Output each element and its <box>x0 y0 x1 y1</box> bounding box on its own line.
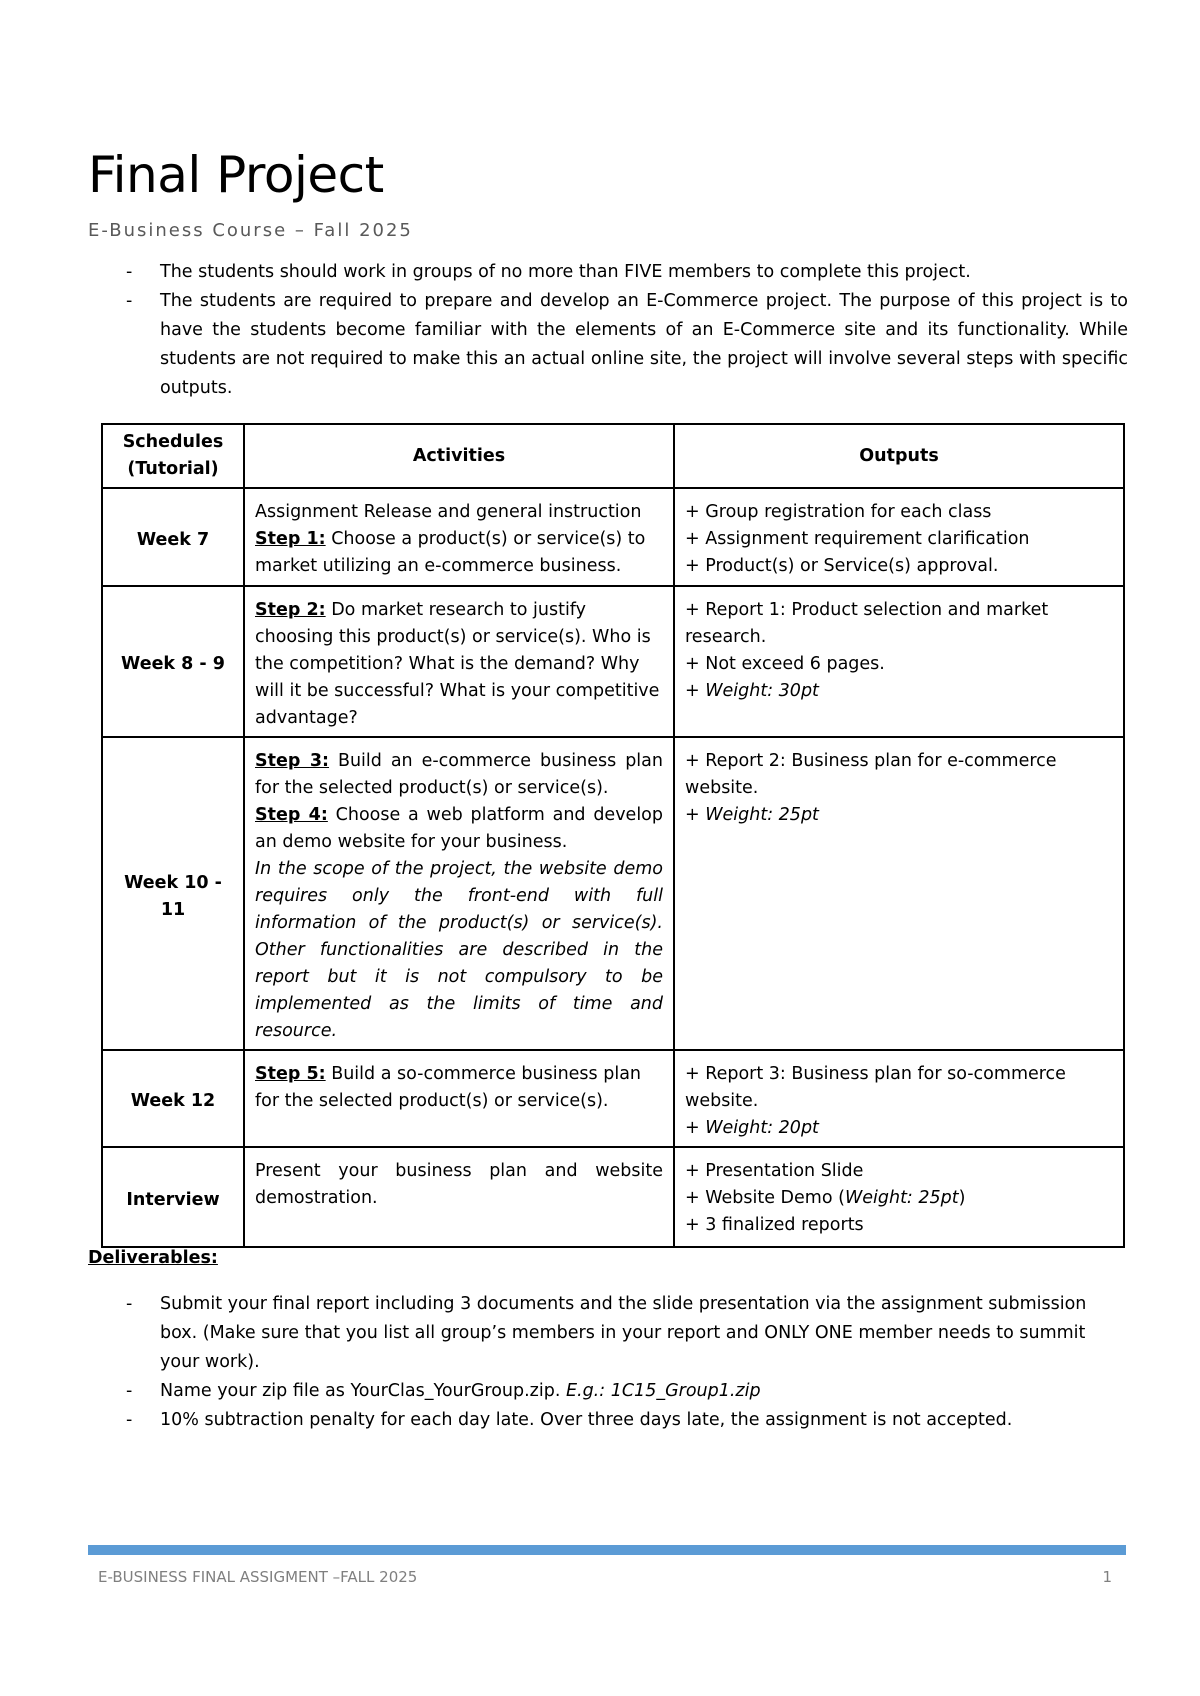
step-text: Build an e-commerce business plan for the selected product(s) or service(s). <box>255 751 663 798</box>
step-label: Step 1: <box>255 529 326 549</box>
deliverable-text: Name your zip file as YourClas_YourGroup.zip. <box>160 1381 566 1401</box>
step-text: Choose a product(s) or service(s) to market utilizing an e-commerce business. <box>255 529 646 576</box>
step-label: Step 5: <box>255 1064 326 1084</box>
output-item: + Report 1: Product selection and market research. <box>685 600 1049 647</box>
scope-note: In the scope of the project, the website demo requires only the front-end with full information of the product(s) or service(s). Other functionalities are described in the report but it is not compulsory to be implemented as the limits of time and resource. <box>255 859 663 1041</box>
deliverable-item: - 10% subtraction penalty for each day late. Over three days late, the assignment is not accepted. <box>88 1406 1128 1435</box>
output-item: + Group registration for each class <box>685 502 992 522</box>
header-activities: Activities <box>244 424 674 488</box>
output-cell <box>674 1050 1124 1147</box>
table-row <box>102 1050 1124 1147</box>
footer-text: E-BUSINESS FINAL ASSIGMENT –FALL 2025 <box>98 1568 418 1586</box>
step-text: Build a so-commerce business plan for the selected product(s) or service(s). <box>255 1064 642 1111</box>
output-cell <box>674 488 1124 586</box>
table-row <box>102 488 1124 586</box>
table-header-row <box>102 424 1124 488</box>
output-item: + Assignment requirement clarification <box>685 529 1030 549</box>
intro-list <box>88 258 1128 403</box>
deliverables-list <box>88 1290 1128 1435</box>
footer-bar <box>88 1545 1126 1555</box>
step-text: Choose a web platform and develop an demo website for your business. <box>255 805 663 852</box>
output-item <box>685 1185 1113 1212</box>
output-suffix: ) <box>958 1188 966 1208</box>
week-cell: Week 7 <box>102 488 244 586</box>
schedule-table <box>101 423 1125 1248</box>
output-weight: Weight: 25pt <box>844 1188 959 1208</box>
intro-item: - The students are required to prepare and develop an E-Commerce project. The purpose of this project is to have the students become familiar with the elements of an E-Commerce site and its functionality. While students are not required to make this an actual online site, the project will involve several steps with specific outputs. <box>88 287 1128 403</box>
header-outputs: Outputs <box>674 424 1124 488</box>
week-cell: Interview <box>102 1147 244 1247</box>
output-cell <box>674 737 1124 1050</box>
output-cell <box>674 1147 1124 1247</box>
output-item: + Not exceed 6 pages. <box>685 654 885 674</box>
deliverable-item <box>88 1377 1128 1406</box>
output-item: + Presentation Slide <box>685 1161 864 1181</box>
step-label: Step 4: <box>255 805 328 825</box>
activity-cell <box>244 586 674 737</box>
output-weight: + Weight: 30pt <box>685 681 819 701</box>
output-weight: + Weight: 25pt <box>685 805 819 825</box>
output-weight: + Weight: 20pt <box>685 1118 819 1138</box>
activity-cell <box>244 737 674 1050</box>
activity-cell <box>244 1050 674 1147</box>
page-number: 1 <box>1102 1568 1112 1586</box>
step-label: Step 2: <box>255 600 326 620</box>
deliverables-heading: Deliverables: <box>88 1248 218 1268</box>
week-cell: Week 10 - 11 <box>102 737 244 1050</box>
output-item: + Product(s) or Service(s) approval. <box>685 556 999 576</box>
week-cell: Week 12 <box>102 1050 244 1147</box>
deliverable-item: - Submit your final report including 3 documents and the slide presentation via the assignment submission box. (Make sure that you list all group’s members in your report and ONLY ONE member needs to summit your work). <box>88 1290 1128 1377</box>
header-schedule: Schedules (Tutorial) <box>102 424 244 488</box>
table-row <box>102 586 1124 737</box>
activity-text: Present your business plan and website demostration. <box>255 1161 663 1208</box>
intro-item: - The students should work in groups of no more than FIVE members to complete this project. <box>88 258 1128 287</box>
output-cell <box>674 586 1124 737</box>
activity-cell <box>244 1147 674 1247</box>
page-subtitle: E-Business Course – Fall 2025 <box>88 220 413 241</box>
week-cell: Week 8 - 9 <box>102 586 244 737</box>
page-title: Final Project <box>88 146 384 204</box>
output-prefix: + Website Demo ( <box>685 1188 845 1208</box>
step-text: Do market research to justify choosing this product(s) or service(s). Who is the competition? What is the demand? Why will it be successful? What is your competitive advantage? <box>255 600 660 728</box>
deliverable-example: E.g.: 1C15_Group1.zip <box>565 1381 761 1401</box>
step-label: Step 3: <box>255 751 330 771</box>
table-row <box>102 737 1124 1050</box>
table-row <box>102 1147 1124 1247</box>
output-item: + Report 2: Business plan for e-commerce website. <box>685 751 1057 798</box>
activity-cell <box>244 488 674 586</box>
output-item: + 3 finalized reports <box>685 1215 864 1235</box>
activity-text: Assignment Release and general instruction <box>255 502 642 522</box>
output-item: + Report 3: Business plan for so-commerce website. <box>685 1064 1066 1111</box>
